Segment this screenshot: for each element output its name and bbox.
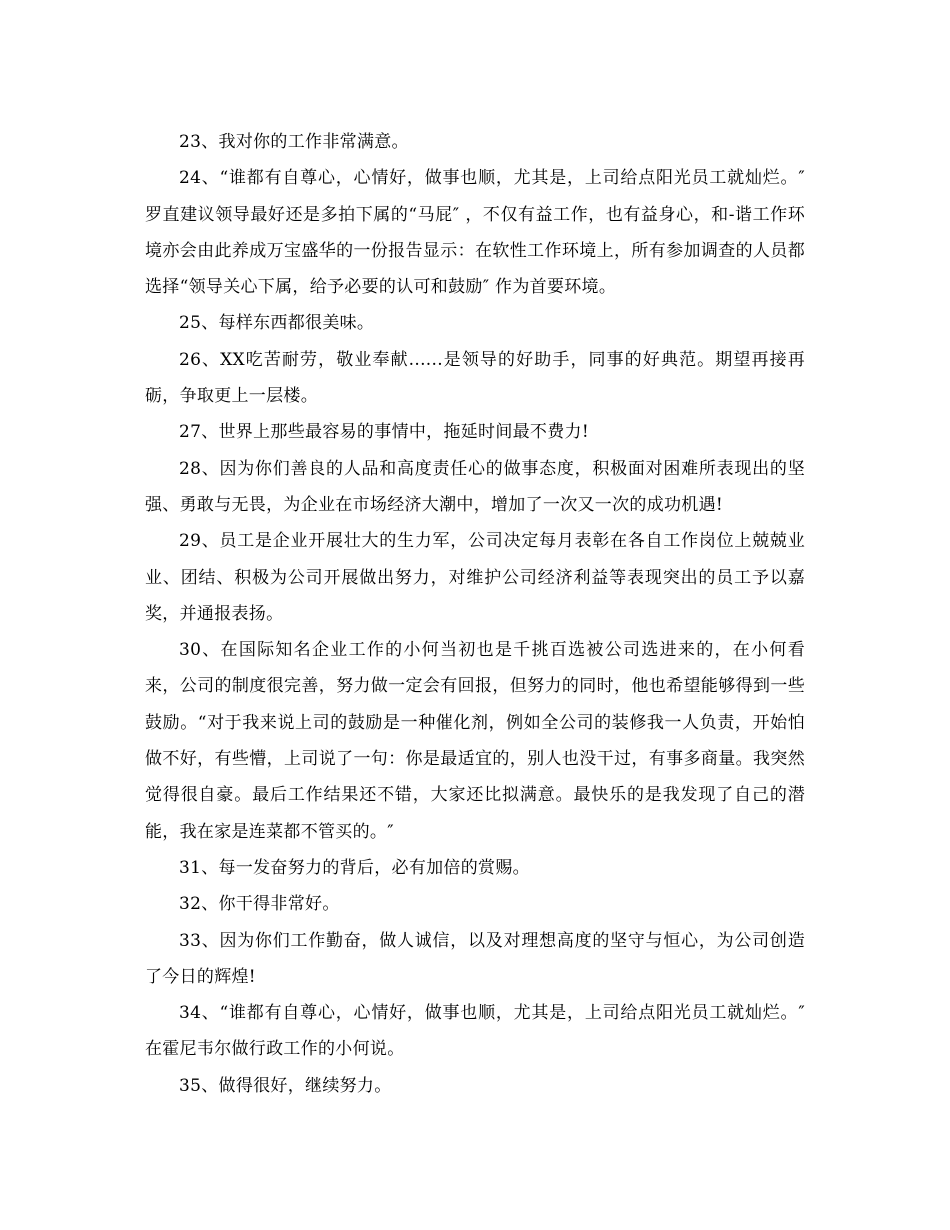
paragraph-29: 29、员工是企业开展壮大的生力军，公司决定每月表彰在各自工作岗位上兢兢业业、团结、积极为公司开展做出努力，对维护公司经济利益等表现突出的员工予以嘉奖，并通报表扬。 (145, 531, 805, 624)
paragraph-25: 25、每样东西都很美味。 (179, 313, 375, 334)
paragraph-30: 30、在国际知名企业工作的小何当初也是千挑百选被公司选进来的，在小何看来，公司的制度很完善，努力做一定会有回报，但努力的同时，他也希望能够得到一些鼓励。“对于我来说上司的鼓励是一种催化剂，例如全公司的装修我一人负责，开始怕做不好，有些懵，上司说了一句：你是最适宜的，别人也没干过，有事多商量。我突然觉得很自豪。最后工作结果还不错，大家还比拟满意。最快乐的是我发现了自己的潜能，我在家是连菜都不管买的。″ (145, 640, 805, 842)
paragraph-32: 32、你干得非常好。 (179, 894, 340, 915)
paragraph-33: 33、因为你们工作勤奋，做人诚信，以及对理想高度的坚守与恒心，为公司创造了今日的辉煌! (145, 930, 805, 987)
paragraph-27: 27、世界上那些最容易的事情中，拖延时间最不费力! (179, 422, 589, 443)
paragraph-23: 23、我对你的工作非常满意。 (179, 132, 409, 152)
paragraph-26: 26、XX吃苦耐劳，敬业奉献......是领导的好助手，同事的好典范。期望再接再砺，争取更上一层楼。 (145, 349, 805, 407)
paragraph-31: 31、每一发奋努力的背后，必有加倍的赏赐。 (179, 857, 530, 878)
paragraph-24: 24、“谁都有自尊心，心情好，做事也顺，尤其是，上司给点阳光员工就灿烂。″ 罗直建议领导最好还是多拍下属的“马屁″ ，不仅有益工作，也有益身心，和-谐工作环境亦会由此养成万宝盛华的一份报告显示：在软性工作环境上，所有参加调查的人员都选择“领导关心下属，给予必要的认可和鼓励″ 作为首要环境。 (145, 168, 805, 298)
document-body (145, 124, 805, 1104)
paragraph-34: 34、“谁都有自尊心，心情好，做事也顺，尤其是，上司给点阳光员工就灿烂。″ 在霍尼韦尔做行政工作的小何说。 (145, 1003, 805, 1060)
paragraph-35: 35、做得很好，继续努力。 (179, 1075, 392, 1096)
paragraph-28: 28、因为你们善良的人品和高度责任心的做事态度，积极面对困难所表现出的坚强、勇敢与无畏，为企业在市场经济大潮中，增加了一次又一次的成功机遇! (145, 458, 805, 515)
